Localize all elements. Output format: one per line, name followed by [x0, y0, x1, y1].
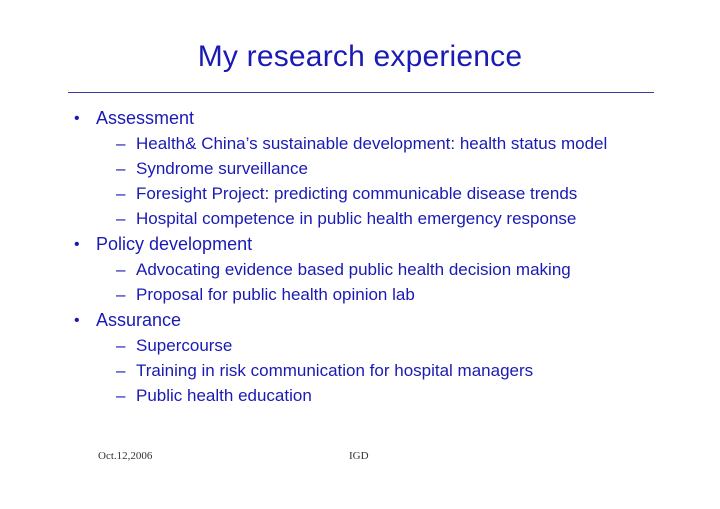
list-item — [74, 207, 684, 231]
slide-footer — [0, 450, 720, 470]
list-item — [74, 232, 684, 257]
list-item-label: Health& China’s sustainable development: health status model — [136, 134, 608, 153]
dash-marker-icon: – — [116, 134, 126, 153]
list-item-label: Policy development — [96, 234, 253, 254]
list-item-label: Foresight Project: predicting communicable disease trends — [136, 184, 578, 203]
list-item — [74, 384, 684, 408]
list-item-label: Syndrome surveillance — [136, 159, 308, 178]
footer-date: Oct.12,2006 — [98, 450, 153, 462]
bullet-list — [74, 106, 684, 409]
title-divider — [68, 92, 654, 93]
list-item-label: Training in risk communication for hospital managers — [136, 361, 534, 380]
list-item — [74, 182, 684, 206]
page-title: My research experience — [197, 40, 523, 73]
bullet-marker-icon: • — [74, 312, 80, 329]
list-item — [74, 283, 684, 307]
list-item — [74, 308, 684, 333]
dash-marker-icon: – — [116, 386, 126, 405]
dash-marker-icon: – — [116, 285, 126, 304]
list-item-label: Assurance — [96, 310, 182, 330]
list-item-label: Supercourse — [136, 336, 233, 355]
dash-marker-icon: – — [116, 209, 126, 228]
bullet-marker-icon: • — [74, 236, 80, 253]
dash-marker-icon: – — [116, 260, 126, 279]
list-item-label: Proposal for public health opinion lab — [136, 285, 415, 304]
list-item — [74, 132, 684, 156]
list-item — [74, 157, 684, 181]
list-item — [74, 334, 684, 358]
list-item — [74, 258, 684, 282]
list-item — [74, 359, 684, 383]
list-item-label: Advocating evidence based public health decision making — [136, 260, 571, 279]
list-item — [74, 106, 684, 131]
footer-organization: IGD — [349, 450, 369, 462]
dash-marker-icon: – — [116, 361, 126, 380]
bullet-marker-icon: • — [74, 110, 80, 127]
list-item-label: Public health education — [136, 386, 312, 405]
list-item-label: Hospital competence in public health emergency response — [136, 209, 577, 228]
dash-marker-icon: – — [116, 159, 126, 178]
dash-marker-icon: – — [116, 336, 126, 355]
list-item-label: Assessment — [96, 108, 195, 128]
dash-marker-icon: – — [116, 184, 126, 203]
